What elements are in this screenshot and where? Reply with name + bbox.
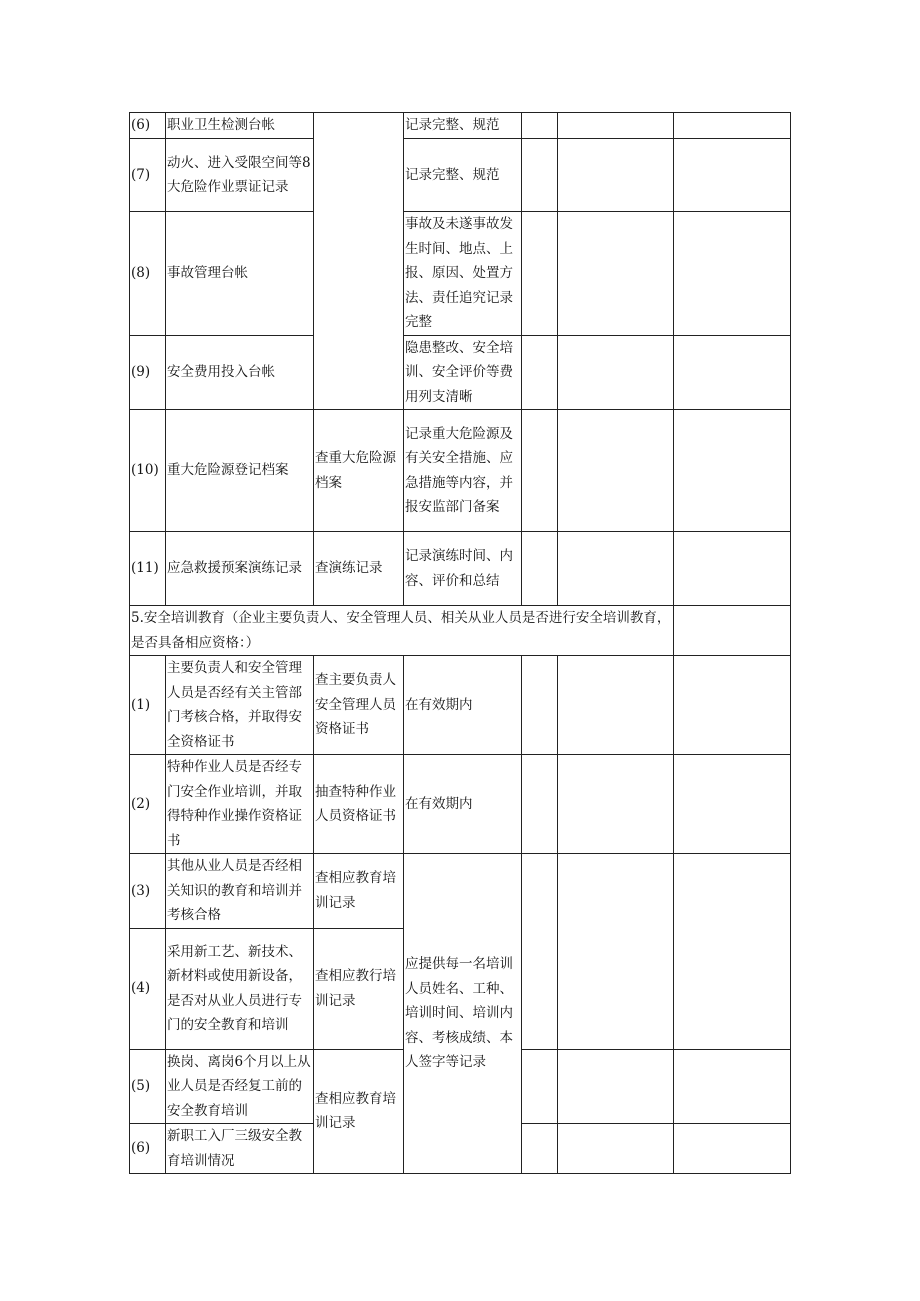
- blank-cell[interactable]: [674, 410, 791, 532]
- blank-cell[interactable]: [522, 335, 558, 410]
- check-method: 查重大危险源档案: [314, 410, 404, 532]
- blank-cell[interactable]: [558, 532, 674, 606]
- row-number: (6): [130, 1124, 166, 1174]
- section-title: 5.安全培训教育（企业主要负责人、安全管理人员、相关从业人员是否进行安全培训教育，是否具备相应资格：）: [130, 606, 674, 656]
- blank-cell[interactable]: [674, 755, 791, 854]
- blank-cell[interactable]: [522, 139, 558, 212]
- section-header-row: [130, 606, 791, 656]
- blank-cell[interactable]: [522, 212, 558, 336]
- table-row: [130, 410, 791, 532]
- blank-cell[interactable]: [522, 656, 558, 755]
- check-requirement: 记录重大危险源及有关安全措施、应急措施等内容，并报安监部门备案: [404, 410, 522, 532]
- check-item: 采用新工艺、新技术、新材料或使用新设备，是否对从业人员进行专门的安全教育和培训: [166, 928, 314, 1049]
- blank-cell[interactable]: [674, 606, 791, 656]
- blank-cell[interactable]: [674, 335, 791, 410]
- check-method: 查演练记录: [314, 532, 404, 606]
- row-number: (5): [130, 1049, 166, 1124]
- check-item: 安全费用投入台帐: [166, 335, 314, 410]
- table-row: [130, 755, 791, 854]
- check-item: 职业卫生检测台帐: [166, 113, 314, 139]
- table-row: [130, 139, 791, 212]
- blank-cell[interactable]: [558, 1124, 674, 1174]
- check-requirement: 记录演练时间、内容、评价和总结: [404, 532, 522, 606]
- blank-cell[interactable]: [522, 1049, 558, 1124]
- row-number: (4): [130, 928, 166, 1049]
- row-number: (11): [130, 532, 166, 606]
- check-item: 特种作业人员是否经专门安全作业培训，并取得特种作业操作资格证书: [166, 755, 314, 854]
- blank-cell[interactable]: [674, 532, 791, 606]
- row-number: (1): [130, 656, 166, 755]
- table-row: [130, 113, 791, 139]
- table-row: [130, 532, 791, 606]
- check-requirement: 事故及未遂事故发生时间、地点、上报、原因、处置方法、责任追究记录完整: [404, 212, 522, 336]
- blank-cell[interactable]: [674, 113, 791, 139]
- blank-cell[interactable]: [558, 139, 674, 212]
- check-requirement: 在有效期内: [404, 755, 522, 854]
- row-number: (8): [130, 212, 166, 336]
- check-item: 换岗、离岗6个月以上从业人员是否经复工前的安全教育培训: [166, 1049, 314, 1124]
- blank-cell[interactable]: [558, 656, 674, 755]
- check-item: 其他从业人员是否经相关知识的教育和培训并考核合格: [166, 854, 314, 929]
- table-row: [130, 212, 791, 336]
- row-number: (9): [130, 335, 166, 410]
- row-number: (10): [130, 410, 166, 532]
- blank-cell[interactable]: [558, 854, 674, 1050]
- check-item: 重大危险源登记档案: [166, 410, 314, 532]
- table-row: [130, 854, 791, 929]
- blank-cell[interactable]: [674, 1124, 791, 1174]
- check-item: 事故管理台帐: [166, 212, 314, 336]
- check-requirement: 在有效期内: [404, 656, 522, 755]
- inspection-table: [129, 112, 791, 1174]
- training-requirement: 应提供每一名培训人员姓名、工种、培训时间、培训内容、考核成绩、本人签字等记录: [404, 854, 522, 1174]
- blank-cell[interactable]: [558, 1049, 674, 1124]
- blank-cell[interactable]: [674, 212, 791, 336]
- blank-cell[interactable]: [522, 854, 558, 1050]
- blank-cell[interactable]: [522, 532, 558, 606]
- row-number: (6): [130, 113, 166, 139]
- blank-cell[interactable]: [558, 113, 674, 139]
- blank-cell[interactable]: [522, 1124, 558, 1174]
- check-requirement: 记录完整、规范: [404, 139, 522, 212]
- check-item: 应急救援预案演练记录: [166, 532, 314, 606]
- check-method: 查主要负责人安全管理人员资格证书: [314, 656, 404, 755]
- row-number: (2): [130, 755, 166, 854]
- blank-cell[interactable]: [674, 656, 791, 755]
- row-number: (7): [130, 139, 166, 212]
- check-item: 主要负责人和安全管理人员是否经有关主管部门考核合格，并取得安全资格证书: [166, 656, 314, 755]
- blank-cell[interactable]: [674, 1049, 791, 1124]
- blank-cell[interactable]: [522, 113, 558, 139]
- blank-cell[interactable]: [558, 410, 674, 532]
- check-item: 新职工入厂三级安全教育培训情况: [166, 1124, 314, 1174]
- blank-cell[interactable]: [558, 212, 674, 336]
- check-item: 动火、进入受限空间等8大危险作业票证记录: [166, 139, 314, 212]
- check-method: 查相应教行培训记录: [314, 928, 404, 1049]
- blank-cell[interactable]: [558, 335, 674, 410]
- check-requirement: 隐患整改、安全培训、安全评价等费用列支清晰: [404, 335, 522, 410]
- blank-cell[interactable]: [674, 139, 791, 212]
- row-number: (3): [130, 854, 166, 929]
- blank-cell[interactable]: [522, 755, 558, 854]
- blank-cell[interactable]: [674, 854, 791, 1050]
- check-method: 查相应教育培训记录: [314, 854, 404, 929]
- check-requirement: 记录完整、规范: [404, 113, 522, 139]
- table-row: [130, 335, 791, 410]
- blank-cell[interactable]: [558, 755, 674, 854]
- check-method: 查相应教育培训记录: [314, 1049, 404, 1174]
- table-row: [130, 656, 791, 755]
- blank-cell[interactable]: [522, 410, 558, 532]
- check-method: 抽查特种作业人员资格证书: [314, 755, 404, 854]
- check-method: [314, 113, 404, 410]
